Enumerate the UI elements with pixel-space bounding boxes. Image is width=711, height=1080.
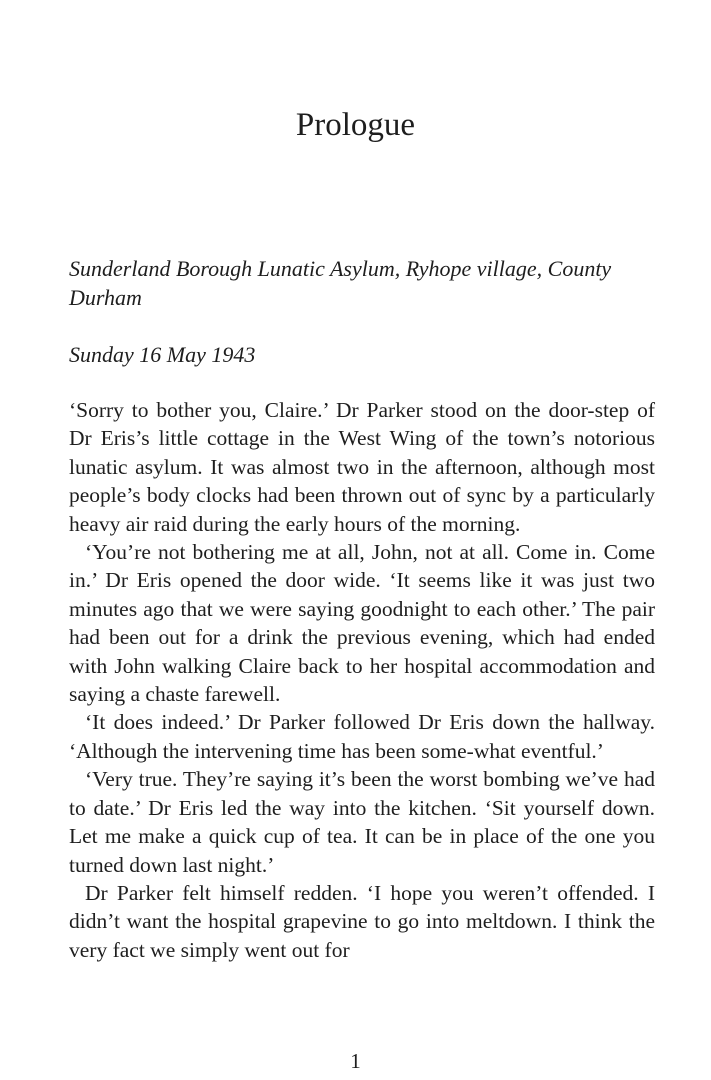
chapter-title: Prologue	[295, 107, 416, 143]
paragraph: Dr Parker felt himself redden. ‘I hope you weren’t offended. I didn’t want the hospital grapevine to go into meltdown. I think the very fact we simply went out for	[69, 880, 655, 962]
paragraph: ‘Very true. They’re saying it’s been the worst bombing we’ve had to date.’ Dr Eris led the way into the kitchen. ‘Sit yourself down. Let me make a quick cup of tea. It can be in place of the one you turned down last night.’	[69, 767, 655, 877]
page-number: 1	[350, 1049, 361, 1073]
location-heading: Sunderland Borough Lunatic Asylum, Ryhope village, County Durham	[69, 256, 612, 310]
date-heading: Sunday 16 May 1943	[69, 342, 256, 367]
paragraph: ‘Sorry to bother you, Claire.’ Dr Parker stood on the door-step of Dr Eris’s little cottage in the West Wing of the town’s notorious lunatic asylum. It was almost two in the afternoon, although most people’s body clocks had been thrown out of sync by a particularly heavy air raid during the early hours of the morning.	[69, 398, 655, 536]
paragraph: ‘You’re not bothering me at all, John, not at all. Come in. Come in.’ Dr Eris opened the door wide. ‘It seems like it was just two minutes ago that we were saying goodnight to each other.’ The pair had been out for a drink the previous evening, which had ended with John walking Claire back to her hospital accommodation and saying a chaste farewell.	[69, 540, 655, 707]
paragraph: ‘It does indeed.’ Dr Parker followed Dr Eris down the hallway. ‘Although the intervening time has been some-what eventful.’	[69, 710, 655, 763]
body-text	[69, 396, 655, 964]
